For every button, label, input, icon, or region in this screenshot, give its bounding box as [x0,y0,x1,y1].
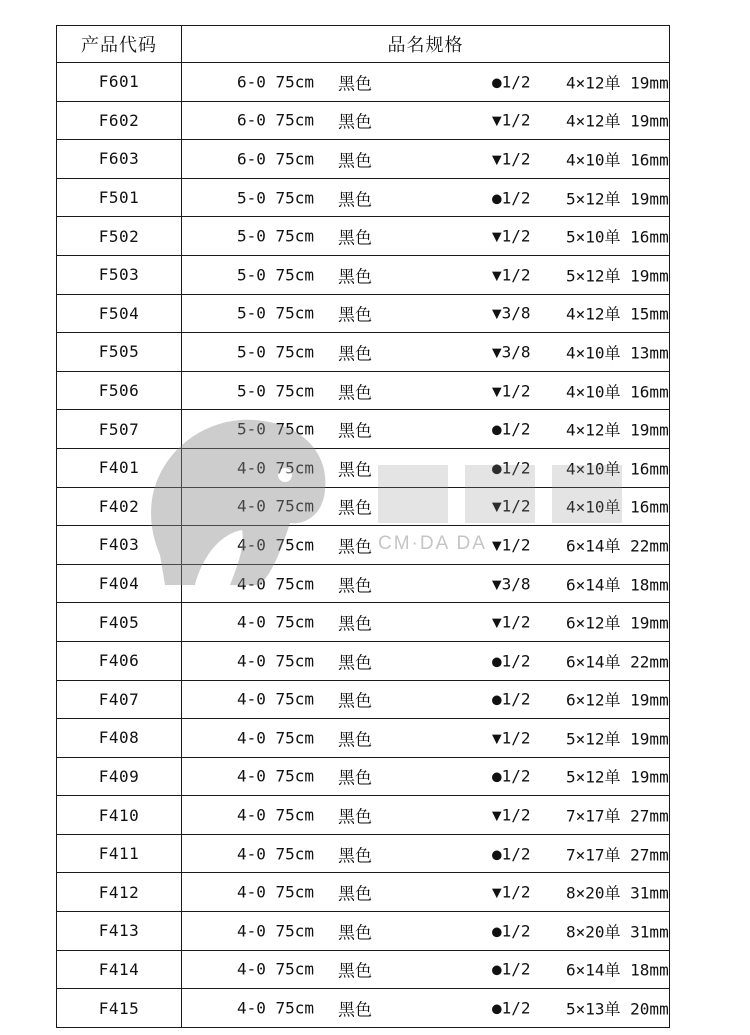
needle-spec-text: 6×14单 22mm [566,652,669,672]
suture-size-text: 4-0 75cm [237,766,315,786]
suture-size-text: 6-0 75cm [237,149,315,169]
product-spec-cell [182,603,670,642]
product-code-cell: F415 [57,989,182,1028]
product-code-cell: F506 [57,371,182,410]
table-row [57,873,670,912]
needle-type-text: ●1/2 [492,959,531,979]
needle-type-text: ●1/2 [492,998,531,1018]
needle-type-text: ●1/2 [492,921,531,941]
suture-color-text: 黑色 [338,383,372,404]
suture-color-text: 黑色 [338,228,372,249]
product-spec-cell [182,178,670,217]
needle-type-text: ▼1/2 [492,110,531,130]
needle-spec-text: 4×10单 16mm [566,150,669,170]
product-spec-cell [182,950,670,989]
suture-size-text: 6-0 75cm [237,72,315,92]
table-row [57,333,670,372]
needle-spec-text: 4×12单 19mm [566,111,669,131]
suture-color-text: 黑色 [338,730,372,751]
product-code-cell: F414 [57,950,182,989]
needle-type-text: ●1/2 [492,188,531,208]
suture-color-text: 黑色 [338,498,372,519]
needle-spec-text: 4×12单 19mm [566,73,669,93]
needle-spec-text: 6×12单 19mm [566,690,669,710]
table-row [57,410,670,449]
product-spec-table [56,25,670,1028]
product-code-cell: F602 [57,101,182,140]
table-row [57,680,670,719]
header-product-spec: 品名规格 [182,26,670,63]
suture-color-text: 黑色 [338,305,372,326]
needle-type-text: ●1/2 [492,72,531,92]
needle-type-text: ●1/2 [492,766,531,786]
suture-size-text: 4-0 75cm [237,844,315,864]
table-row [57,912,670,951]
product-spec-cell [182,140,670,179]
table-row [57,371,670,410]
suture-color-text: 黑色 [338,421,372,442]
table-body [57,63,670,1028]
needle-type-text: ▼1/2 [492,882,531,902]
suture-color-text: 黑色 [338,1000,372,1021]
product-code-cell: F408 [57,719,182,758]
table-row [57,603,670,642]
suture-color-text: 黑色 [338,74,372,95]
suture-size-text: 4-0 75cm [237,959,315,979]
needle-spec-text: 8×20单 31mm [566,883,669,903]
suture-size-text: 4-0 75cm [237,689,315,709]
table-row [57,255,670,294]
needle-spec-text: 7×17单 27mm [566,845,669,865]
product-spec-cell [182,410,670,449]
header-product-code: 产品代码 [57,26,182,63]
product-code-cell: F407 [57,680,182,719]
suture-color-text: 黑色 [338,151,372,172]
product-spec-cell [182,448,670,487]
needle-type-text: ▼3/8 [492,574,531,594]
product-code-cell: F401 [57,448,182,487]
product-code-cell: F410 [57,796,182,835]
table-row [57,641,670,680]
suture-color-text: 黑色 [338,112,372,133]
product-spec-cell [182,255,670,294]
needle-spec-text: 5×13单 20mm [566,999,669,1019]
suture-size-text: 4-0 75cm [237,535,315,555]
product-spec-cell [182,873,670,912]
table-row [57,140,670,179]
table-row [57,989,670,1028]
needle-spec-text: 5×10单 16mm [566,227,669,247]
suture-size-text: 4-0 75cm [237,805,315,825]
product-spec-cell [182,333,670,372]
needle-spec-text: 5×12单 19mm [566,767,669,787]
product-spec-cell [182,989,670,1028]
product-code-cell: F503 [57,255,182,294]
product-spec-cell [182,757,670,796]
suture-size-text: 4-0 75cm [237,921,315,941]
table-row [57,950,670,989]
suture-size-text: 5-0 75cm [237,381,315,401]
table-row [57,564,670,603]
needle-spec-text: 4×12单 19mm [566,420,669,440]
suture-color-text: 黑色 [338,576,372,597]
product-code-cell: F411 [57,834,182,873]
table-row [57,101,670,140]
needle-spec-text: 5×12单 19mm [566,729,669,749]
suture-color-text: 黑色 [338,537,372,558]
table-row [57,796,670,835]
needle-spec-text: 5×12单 19mm [566,266,669,286]
product-code-cell: F403 [57,526,182,565]
needle-spec-text: 6×14单 22mm [566,536,669,556]
needle-spec-text: 6×14单 18mm [566,960,669,980]
suture-size-text: 4-0 75cm [237,458,315,478]
suture-size-text: 4-0 75cm [237,882,315,902]
needle-type-text: ▼3/8 [492,303,531,323]
needle-type-text: ▼1/2 [492,612,531,632]
needle-type-text: ●1/2 [492,458,531,478]
table-row [57,178,670,217]
suture-color-text: 黑色 [338,190,372,211]
table-row [57,294,670,333]
product-spec-cell [182,487,670,526]
product-spec-cell [182,912,670,951]
suture-size-text: 6-0 75cm [237,110,315,130]
needle-spec-text: 4×12单 15mm [566,304,669,324]
needle-type-text: ▼1/2 [492,496,531,516]
needle-type-text: ▼1/2 [492,265,531,285]
product-code-cell: F409 [57,757,182,796]
needle-type-text: ●1/2 [492,419,531,439]
product-code-cell: F505 [57,333,182,372]
product-code-cell: F603 [57,140,182,179]
needle-type-text: ▼1/2 [492,805,531,825]
suture-size-text: 5-0 75cm [237,342,315,362]
suture-size-text: 4-0 75cm [237,496,315,516]
suture-color-text: 黑色 [338,961,372,982]
needle-type-text: ▼1/2 [492,728,531,748]
product-spec-cell [182,564,670,603]
product-code-cell: F601 [57,63,182,102]
product-code-cell: F502 [57,217,182,256]
needle-spec-text: 4×10单 16mm [566,497,669,517]
table-row [57,448,670,487]
suture-color-text: 黑色 [338,923,372,944]
table-row [57,487,670,526]
needle-type-text: ●1/2 [492,689,531,709]
product-spec-cell [182,371,670,410]
needle-type-text: ▼1/2 [492,226,531,246]
suture-size-text: 4-0 75cm [237,651,315,671]
needle-type-text: ●1/2 [492,844,531,864]
product-spec-cell [182,680,670,719]
product-code-cell: F413 [57,912,182,951]
product-spec-cell [182,796,670,835]
needle-spec-text: 6×12单 19mm [566,613,669,633]
table-row [57,526,670,565]
product-spec-cell [182,101,670,140]
suture-color-text: 黑色 [338,884,372,905]
product-code-cell: F404 [57,564,182,603]
product-spec-cell [182,294,670,333]
needle-spec-text: 4×10单 16mm [566,459,669,479]
needle-spec-text: 8×20单 31mm [566,922,669,942]
suture-color-text: 黑色 [338,267,372,288]
suture-size-text: 5-0 75cm [237,419,315,439]
suture-size-text: 4-0 75cm [237,612,315,632]
suture-color-text: 黑色 [338,691,372,712]
suture-color-text: 黑色 [338,344,372,365]
suture-size-text: 5-0 75cm [237,188,315,208]
suture-size-text: 5-0 75cm [237,303,315,323]
product-spec-cell [182,526,670,565]
product-code-cell: F412 [57,873,182,912]
table-row [57,719,670,758]
suture-size-text: 4-0 75cm [237,998,315,1018]
product-code-cell: F406 [57,641,182,680]
needle-type-text: ▼1/2 [492,381,531,401]
product-code-cell: F501 [57,178,182,217]
suture-size-text: 5-0 75cm [237,226,315,246]
suture-size-text: 5-0 75cm [237,265,315,285]
product-code-cell: F504 [57,294,182,333]
suture-color-text: 黑色 [338,460,372,481]
watermark-text: CM·DA DA [378,533,487,554]
table-row [57,63,670,102]
product-spec-cell [182,834,670,873]
product-spec-cell [182,641,670,680]
table-row [57,217,670,256]
spec-sheet [56,25,669,1028]
suture-color-text: 黑色 [338,807,372,828]
product-spec-cell [182,63,670,102]
suture-size-text: 4-0 75cm [237,728,315,748]
needle-type-text: ▼3/8 [492,342,531,362]
product-code-cell: F507 [57,410,182,449]
suture-color-text: 黑色 [338,768,372,789]
table-row [57,757,670,796]
needle-type-text: ●1/2 [492,651,531,671]
suture-size-text: 4-0 75cm [237,574,315,594]
needle-spec-text: 4×10单 16mm [566,382,669,402]
suture-color-text: 黑色 [338,614,372,635]
product-code-cell: F402 [57,487,182,526]
suture-color-text: 黑色 [338,846,372,867]
needle-spec-text: 6×14单 18mm [566,575,669,595]
needle-type-text: ▼1/2 [492,535,531,555]
suture-color-text: 黑色 [338,653,372,674]
product-code-cell: F405 [57,603,182,642]
needle-type-text: ▼1/2 [492,149,531,169]
needle-spec-text: 7×17单 27mm [566,806,669,826]
needle-spec-text: 4×10单 13mm [566,343,669,363]
product-spec-cell [182,719,670,758]
table-header-row [57,26,670,63]
table-row [57,834,670,873]
needle-spec-text: 5×12单 19mm [566,189,669,209]
product-spec-cell [182,217,670,256]
